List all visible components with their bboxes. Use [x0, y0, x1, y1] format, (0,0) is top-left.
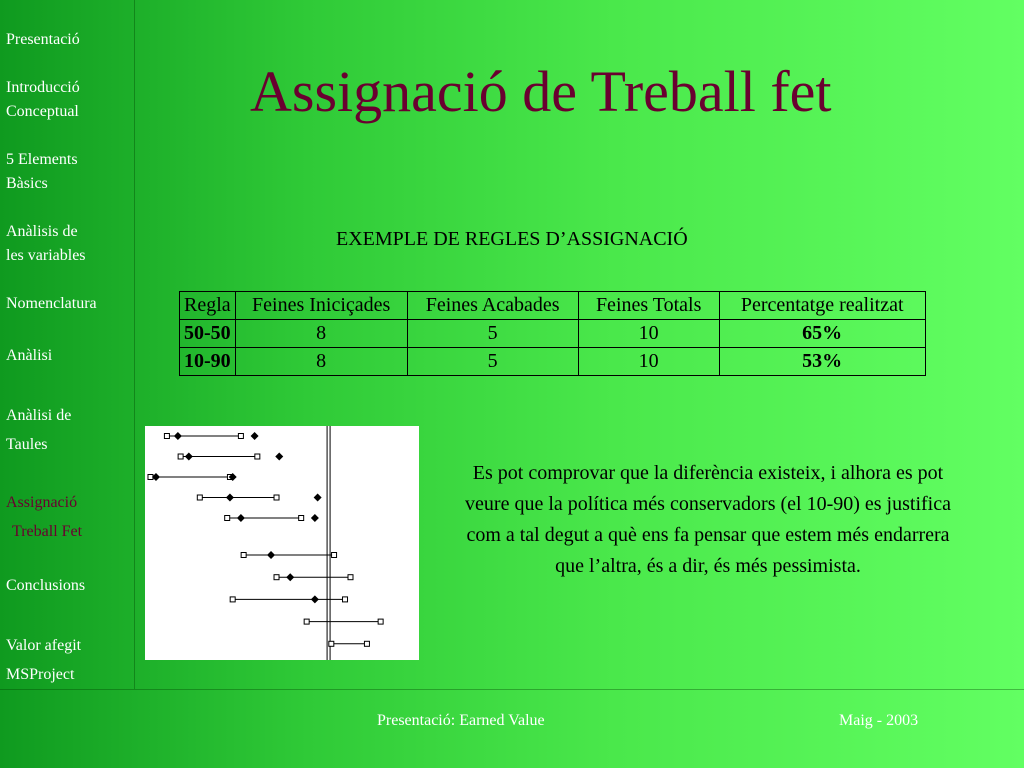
header-percent: Percentatge realitzat: [719, 292, 925, 320]
header-rule: Regla: [180, 292, 236, 320]
task-end-marker: [364, 641, 369, 646]
cell-total: 10: [578, 348, 719, 376]
sidebar-item-label: Anàlisi de: [6, 407, 72, 424]
sidebar-item-label: Presentació: [6, 31, 80, 48]
sidebar-item-label: MSProject: [6, 666, 75, 683]
footer-divider: [0, 689, 1024, 690]
task-end-marker: [343, 597, 348, 602]
task-start-marker: [225, 516, 230, 521]
progress-marker: [275, 453, 283, 461]
sidebar-item-label: Conceptual: [6, 103, 79, 120]
sidebar-item-label: 5 Elements: [6, 151, 78, 168]
table-row: [180, 320, 926, 348]
task-start-marker: [178, 454, 183, 459]
table-row: [180, 348, 926, 376]
header-total: Feines Totals: [578, 292, 719, 320]
sidebar-item-label: Anàlisi: [6, 347, 53, 364]
rule-name: 10-90: [180, 348, 236, 376]
sidebar-item-label: Anàlisis de: [6, 223, 78, 240]
table-header-row: [180, 292, 926, 320]
task-start-marker: [197, 495, 202, 500]
task-progress-diagram: [145, 426, 419, 660]
task-end-marker: [378, 619, 383, 624]
sidebar-item-4[interactable]: [6, 220, 86, 268]
sidebar-item-label: Nomenclatura: [6, 295, 97, 312]
task-start-marker: [304, 619, 309, 624]
progress-marker: [185, 453, 193, 461]
task-start-marker: [274, 575, 279, 580]
task-start-marker: [164, 434, 169, 439]
cell-percent: 53%: [719, 348, 925, 376]
progress-marker: [237, 514, 245, 522]
sidebar-item-label: Assignació: [6, 494, 78, 511]
sidebar-item-label: les variables: [6, 247, 86, 264]
cell-finished: 5: [407, 320, 578, 348]
progress-marker: [174, 432, 182, 440]
sidebar-item-1[interactable]: [6, 28, 80, 52]
progress-marker: [267, 551, 275, 559]
sidebar-item-3[interactable]: [6, 148, 78, 196]
cell-percent: 65%: [719, 320, 925, 348]
sidebar-divider: [134, 0, 135, 689]
sidebar-nav: [0, 0, 134, 689]
header-started: Feines Iniciçades: [235, 292, 407, 320]
progress-marker: [286, 573, 294, 581]
cell-started: 8: [235, 348, 407, 376]
cell-finished: 5: [407, 348, 578, 376]
sidebar-item-5[interactable]: [6, 292, 97, 316]
header-finished: Feines Acabades: [407, 292, 578, 320]
task-end-marker: [332, 553, 337, 558]
sidebar-item-8[interactable]: [6, 488, 82, 546]
progress-marker: [311, 595, 319, 603]
explanation-text: Es pot comprovar que la diferència existeix, i alhora es pot veure que la política més conservadors (el 10-90) es justifica com a tal degut a què ens fa pensar que estem més endarrera que l’altra, és a dir, és més pessimista.: [465, 462, 951, 577]
task-end-marker: [274, 495, 279, 500]
footer-presentation-name: Presentació: Earned Value: [377, 712, 545, 729]
progress-marker: [226, 494, 234, 502]
cell-started: 8: [235, 320, 407, 348]
table-caption: EXEMPLE DE REGLES D’ASSIGNACIÓ: [336, 228, 688, 250]
sidebar-item-10[interactable]: [6, 631, 81, 689]
task-end-marker: [348, 575, 353, 580]
footer-date: Maig - 2003: [839, 712, 919, 729]
slide-title: Assignació de Treball fet: [250, 59, 832, 124]
sidebar-item-label: Introducció: [6, 79, 80, 96]
sidebar-item-label: Treball Fet: [12, 523, 83, 540]
sidebar-item-label: Bàsics: [6, 175, 48, 192]
task-end-marker: [238, 434, 243, 439]
task-end-marker: [255, 454, 260, 459]
sidebar-item-label: Valor afegit: [6, 637, 82, 654]
progress-marker: [311, 514, 319, 522]
progress-marker: [314, 494, 322, 502]
task-start-marker: [230, 597, 235, 602]
task-start-marker: [329, 641, 334, 646]
assignment-rules-table: [179, 291, 926, 376]
task-end-marker: [299, 516, 304, 521]
rule-name: 50-50: [180, 320, 236, 348]
task-start-marker: [241, 553, 246, 558]
task-progress-svg: [145, 426, 419, 660]
sidebar-item-6[interactable]: [6, 344, 52, 368]
sidebar-item-7[interactable]: [6, 401, 71, 459]
sidebar-item-label: Taules: [6, 436, 48, 453]
sidebar-item-label: Conclusions: [6, 577, 86, 594]
progress-marker: [251, 432, 259, 440]
cell-total: 10: [578, 320, 719, 348]
sidebar-item-9[interactable]: [6, 574, 85, 598]
sidebar-item-2[interactable]: [6, 76, 80, 124]
